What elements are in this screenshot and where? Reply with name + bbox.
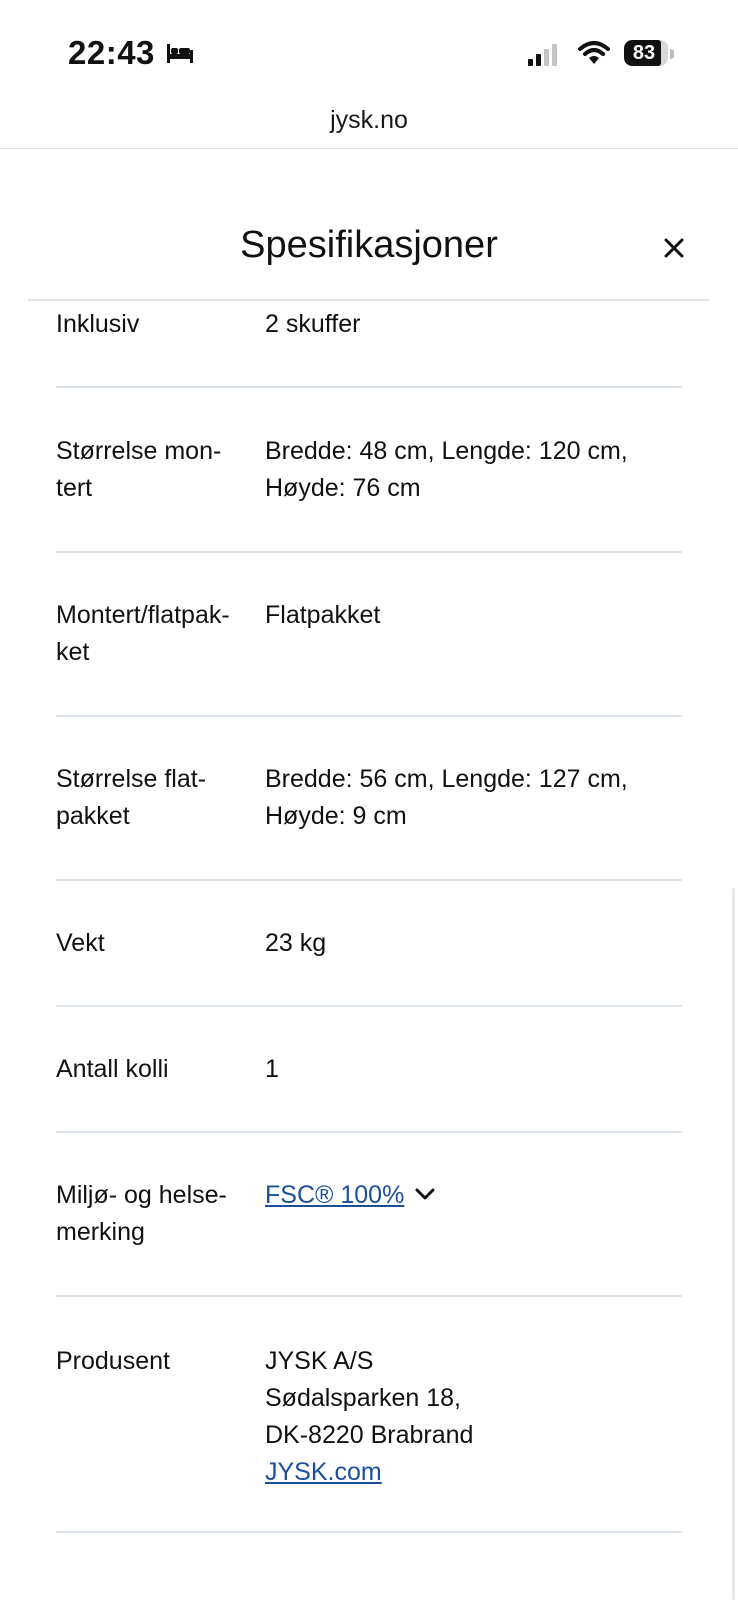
spec-value: Bredde: 56 cm, Lengde: 127 cm, Høyde: 9 cm bbox=[265, 765, 628, 830]
scrollbar[interactable] bbox=[732, 888, 735, 1600]
battery-level-text: 83 bbox=[632, 42, 656, 64]
manufacturer-address: JYSK A/S Sødalsparken 18, DK-8220 Brabrand bbox=[265, 1347, 474, 1449]
browser-address-bar[interactable] bbox=[0, 100, 738, 149]
spec-label: Produsent bbox=[56, 1347, 170, 1375]
cellular-signal-icon bbox=[528, 44, 558, 66]
spec-label: Størrelse flat- pakket bbox=[56, 765, 207, 830]
spec-value: 2 skuffer bbox=[265, 310, 361, 338]
spec-value: Flatpakket bbox=[265, 601, 381, 629]
spec-row bbox=[56, 881, 682, 1007]
fsc-certification-link[interactable]: FSC® 100% bbox=[265, 1181, 405, 1209]
spec-row bbox=[56, 717, 682, 881]
manufacturer-website-link[interactable]: JYSK.com bbox=[265, 1458, 382, 1486]
spec-label: Vekt bbox=[56, 929, 105, 957]
wifi-icon bbox=[578, 40, 610, 66]
spec-value: 23 kg bbox=[265, 929, 327, 957]
spec-value: 1 bbox=[265, 1055, 279, 1083]
spec-value-certification bbox=[265, 1177, 682, 1214]
specification-list bbox=[0, 300, 738, 1600]
spec-row bbox=[56, 388, 682, 553]
spec-label: Størrelse mon- tert bbox=[56, 437, 222, 502]
spec-label: Miljø- og helse- merking bbox=[56, 1181, 227, 1246]
battery-indicator bbox=[624, 40, 674, 68]
spec-row bbox=[56, 1297, 682, 1533]
spec-value: Bredde: 48 cm, Lengde: 120 cm, Høyde: 76 cm bbox=[265, 437, 628, 502]
chevron-down-icon[interactable] bbox=[414, 1187, 436, 1201]
url-text[interactable]: jysk.no bbox=[330, 106, 408, 134]
modal-header bbox=[28, 150, 710, 301]
spec-row-partial bbox=[56, 300, 682, 388]
spec-label: Montert/flatpak- ket bbox=[56, 601, 230, 666]
status-bar bbox=[0, 0, 738, 100]
spec-label: Inklusiv bbox=[56, 310, 140, 338]
sleep-focus-bed-icon bbox=[166, 42, 194, 64]
status-time: 22:43 bbox=[68, 34, 155, 71]
spec-row bbox=[56, 553, 682, 717]
spec-row bbox=[56, 1133, 682, 1297]
spec-row bbox=[56, 1007, 682, 1133]
close-icon[interactable] bbox=[656, 230, 692, 266]
spec-value-manufacturer bbox=[265, 1343, 682, 1491]
spec-label: Antall kolli bbox=[56, 1055, 169, 1083]
modal-title: Spesifikasjoner bbox=[240, 224, 498, 266]
